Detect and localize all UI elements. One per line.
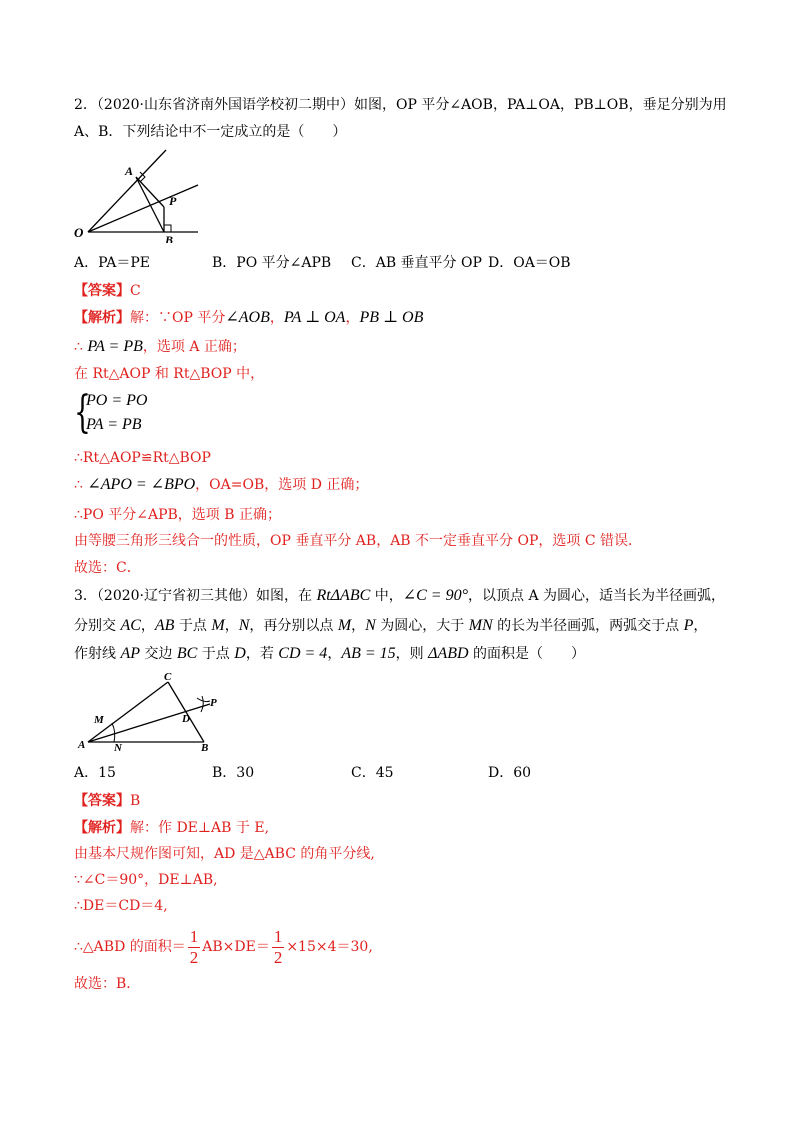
fraction-denominator: 2 bbox=[189, 947, 199, 967]
q3-analysis-text: ∴△ABD 的面积＝ bbox=[74, 939, 186, 955]
q3-text: 于点 bbox=[174, 618, 212, 634]
q2-figure bbox=[74, 148, 204, 243]
system-row-2: PA = PB bbox=[86, 416, 142, 433]
q3-answer bbox=[74, 792, 140, 810]
q2-analysis-text: ，OA=OB，选项 D 正确； bbox=[195, 477, 369, 493]
math-ac: AC bbox=[120, 617, 141, 634]
arc-p-1 bbox=[201, 696, 203, 712]
q2-option-c: C．AB 垂直平分 OP bbox=[351, 255, 482, 271]
q3-text: 为圆心，大于 bbox=[375, 618, 469, 634]
fraction-numerator: 1 bbox=[189, 926, 199, 946]
fraction-numerator: 1 bbox=[273, 926, 283, 946]
q3-figure bbox=[74, 668, 234, 754]
q2-stem-line2: A、B．下列结论中不一定成立的是（ ） bbox=[74, 124, 347, 140]
label-o: O bbox=[74, 225, 84, 240]
q3-text: ， bbox=[693, 618, 708, 634]
math-pa-eq-pb: PA = PB bbox=[87, 338, 143, 355]
q3-text: ，再分别以点 bbox=[249, 618, 338, 634]
q3-analysis-text: ×15×4＝30, bbox=[286, 939, 373, 955]
q3-text: 分别交 bbox=[74, 618, 121, 634]
q3-analysis-line4: ∴DE＝CD＝4, bbox=[74, 898, 168, 914]
q3-analysis-line5 bbox=[74, 925, 373, 969]
q3-text: ，若 bbox=[245, 646, 279, 662]
q3-analysis-line6: 故选：B． bbox=[74, 976, 141, 992]
math-abd: ΔABD bbox=[428, 645, 469, 662]
q2-answer bbox=[74, 282, 141, 300]
segment-ac bbox=[88, 682, 168, 742]
fraction-denominator: 2 bbox=[273, 947, 283, 967]
math-p: P bbox=[683, 617, 694, 634]
q3-text: ， bbox=[327, 646, 342, 662]
separator: ， bbox=[269, 310, 284, 326]
q3-analysis-text: AB×DE＝ bbox=[202, 939, 270, 955]
q3-text: 于点 bbox=[197, 646, 235, 662]
q2-analysis-line8: 由等腰三角形三线合一的性质，OP 垂直平分 AB，AB 不一定垂直平分 OP，选项 C 错误． bbox=[74, 533, 643, 549]
label-d: D bbox=[182, 713, 190, 725]
q3-analysis-line2: 由基本尺规作图可知，AD 是△ABC 的角平分线, bbox=[74, 846, 375, 862]
q2-option-d: D．OA＝OB bbox=[488, 255, 571, 271]
q2-option-b: B．PO 平分∠APB bbox=[212, 255, 332, 271]
q3-stem-line3 bbox=[74, 645, 585, 663]
q3-text: 交边 bbox=[140, 646, 177, 662]
math-cd: CD = 4 bbox=[278, 645, 328, 662]
therefore: ∴ bbox=[74, 477, 88, 493]
label-p: P bbox=[169, 194, 177, 208]
q3-text: 的长为半径画弧，两弧交于点 bbox=[492, 618, 684, 634]
math-m: M bbox=[211, 617, 225, 634]
label-n: N bbox=[114, 742, 122, 754]
q2-option-a: A．PA＝PE bbox=[74, 255, 150, 271]
q2-analysis-line1 bbox=[74, 309, 423, 327]
q3-text: 3．（2020·辽宁省初三其他）如图，在 bbox=[74, 588, 317, 604]
therefore: ∴ bbox=[74, 339, 88, 355]
math-ab-len: AB = 15 bbox=[341, 645, 396, 662]
q3-text: ， bbox=[140, 618, 155, 634]
q3-option-a: A．15 bbox=[74, 765, 116, 781]
math-d: D bbox=[234, 645, 246, 662]
q3-option-c: C．45 bbox=[351, 765, 394, 781]
q3-text: 作射线 bbox=[74, 646, 121, 662]
q2-analysis-line9: 故选：C． bbox=[74, 560, 141, 576]
q2-analysis-tag: 【解析】 bbox=[74, 310, 130, 326]
q2-stem-line1: 2．（2020·山东省济南外国语学校初二期中）如图，OP 平分∠AOB，PA⊥OA，PB⊥OB，垂足分别为用 bbox=[74, 97, 727, 113]
math-n: N bbox=[238, 617, 250, 634]
label-c: C bbox=[164, 671, 172, 683]
segment-ab bbox=[136, 177, 164, 232]
system-row-1: PO = PO bbox=[86, 392, 148, 409]
ray-oa bbox=[88, 150, 166, 232]
q3-text: 中， bbox=[370, 588, 403, 604]
q2-analysis-text: ，选项 A 正确； bbox=[142, 339, 246, 355]
math-pa-perp-oa: PA ⊥ OA bbox=[283, 309, 346, 326]
label-b: B bbox=[201, 742, 209, 754]
fraction-half bbox=[272, 927, 285, 968]
label-a: A bbox=[78, 739, 86, 751]
q2-analysis-line3: 在 Rt△AOP 和 Rt△BOP 中， bbox=[74, 366, 265, 382]
q3-analysis-tag: 【解析】 bbox=[74, 820, 130, 836]
label-b: B bbox=[165, 233, 174, 243]
q3-analysis-line3: ∵∠C＝90°，DE⊥AB, bbox=[74, 872, 218, 888]
math-n: N bbox=[365, 617, 376, 634]
math-rt-abc: RtΔABC bbox=[316, 587, 371, 604]
math-mn: MN bbox=[468, 617, 493, 634]
math-bc: BC bbox=[176, 645, 198, 662]
q3-stem-line2 bbox=[74, 617, 707, 635]
q3-text: ，以顶点 A 为圆心，适当长为半径画弧， bbox=[468, 588, 726, 604]
ray-ap bbox=[88, 704, 210, 742]
arc-mn bbox=[112, 723, 115, 742]
math-angle-aob: ∠AOB bbox=[225, 309, 270, 326]
q2-answer-value: C bbox=[130, 283, 141, 299]
q3-answer-value: B bbox=[130, 793, 141, 809]
q2-analysis-text: 解：∵OP 平分 bbox=[130, 310, 226, 326]
label-m: M bbox=[94, 714, 104, 726]
q3-text: ， bbox=[351, 618, 366, 634]
math-angle-eq: ∠APO = ∠BPO bbox=[87, 476, 196, 493]
q3-text: ，则 bbox=[395, 646, 429, 662]
q3-option-d: D．60 bbox=[488, 765, 532, 781]
label-p: P bbox=[210, 697, 217, 709]
q2-answer-tag: 【答案】 bbox=[74, 283, 130, 299]
q3-stem-line1 bbox=[74, 587, 725, 605]
q3-analysis-line1 bbox=[74, 819, 269, 837]
q3-answer-tag: 【答案】 bbox=[74, 793, 130, 809]
math-m: M bbox=[337, 617, 352, 634]
q2-analysis-line7: ∴PO 平分∠APB，选项 B 正确； bbox=[74, 507, 281, 523]
q3-text: 的面积是（ ） bbox=[468, 646, 586, 662]
q3-text: ， bbox=[224, 618, 239, 634]
q3-option-b: B．30 bbox=[212, 765, 255, 781]
math-ab: AB bbox=[154, 617, 175, 634]
brace: { bbox=[74, 387, 91, 438]
q2-analysis-line6 bbox=[74, 476, 368, 494]
fraction-half bbox=[188, 927, 201, 968]
math-angle-c: ∠C = 90° bbox=[402, 587, 468, 604]
math-pb-perp-ob: PB ⊥ OB bbox=[359, 309, 424, 326]
right-angle-b bbox=[164, 225, 171, 232]
math-ap: AP bbox=[120, 645, 140, 662]
q2-analysis-line5: ∴Rt△AOP≌Rt△BOP bbox=[74, 450, 211, 466]
q2-equation-system bbox=[74, 387, 204, 442]
separator: ， bbox=[345, 310, 360, 326]
q2-analysis-line2 bbox=[74, 338, 246, 356]
q3-analysis-text: 解：作 DE⊥AB 于 E, bbox=[130, 820, 270, 836]
label-a: A bbox=[125, 164, 134, 178]
